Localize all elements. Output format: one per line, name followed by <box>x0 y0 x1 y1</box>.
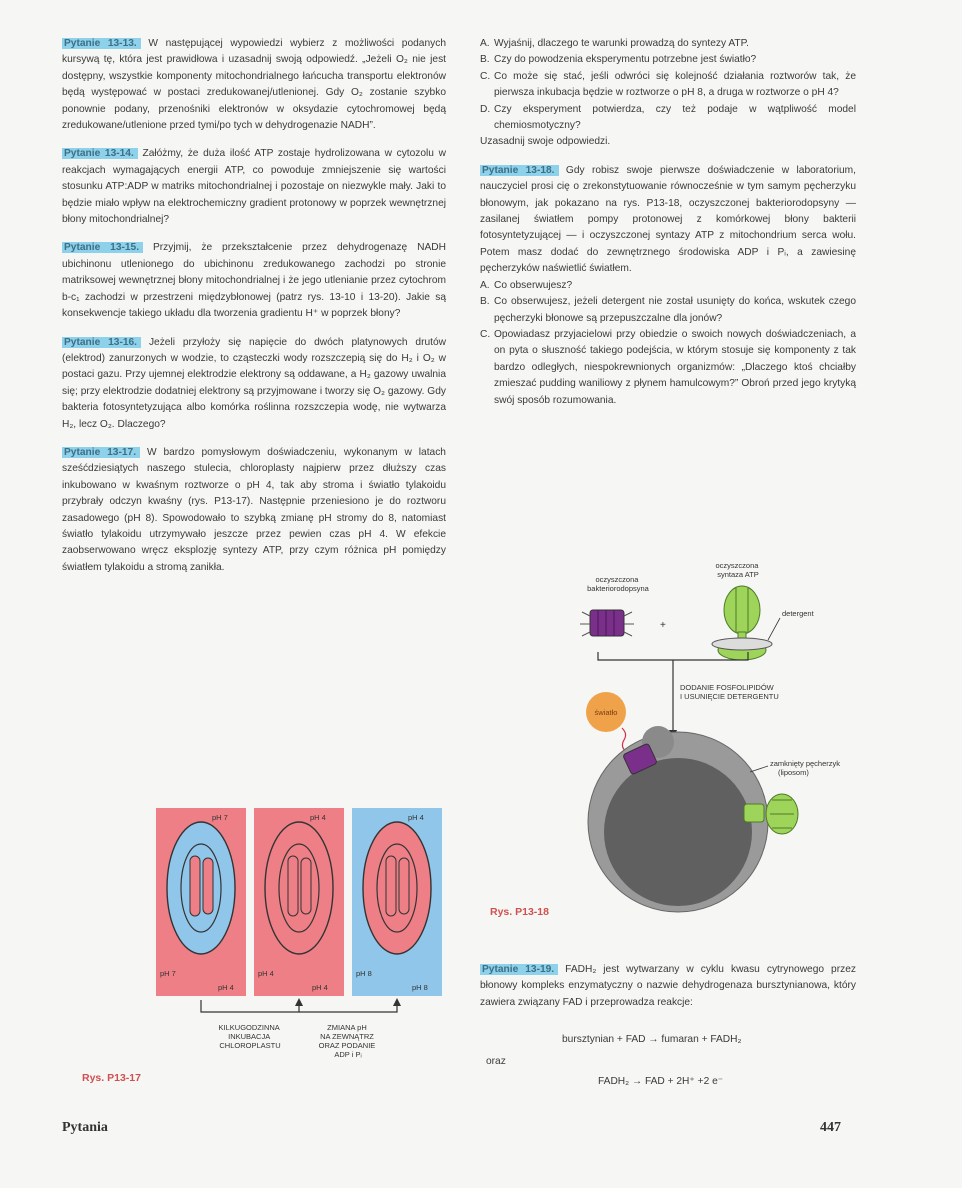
panel-2-top-ph: pH 4 <box>310 813 326 822</box>
question-tag: Pytanie 13-15. <box>62 242 143 253</box>
question-13-13 <box>62 36 446 134</box>
question-13-19 <box>480 962 856 1011</box>
bacteriorhodopsin-label: oczyszczona bakteriorodopsyna <box>587 575 649 593</box>
panel-2-inner-ph: pH 4 <box>312 983 328 992</box>
q17-item-b: B. Czy do powodzenia eksperymentu potrzebne jest światło? <box>480 54 757 66</box>
question-13-17 <box>62 445 446 576</box>
q17-item-c: C. Co może się stać, jeśli odwróci się kolejność działania roztworów tak, że pierwsza inkubacja będzie w roztworze o pH 8, a druga w roztworze o pH 4? <box>480 70 856 99</box>
step-2-arrow <box>299 1002 397 1012</box>
equation-2: FADH₂ → FAD + 2H⁺ +2 e⁻ <box>598 1076 724 1087</box>
justify-instruction: Uzasadnij swoje odpowiedzi. <box>480 136 611 148</box>
step-1-label: KILKUGODZINNA INKUBACJA CHLOROPLASTU <box>218 1023 281 1050</box>
question-text: W bardzo pomysłowym doświadczeniu, wykonanym w latach sześćdziesiątych naszego stulecia, chloroplasty najpierw przez dłuższy czas inkubowano w kwaśnym roztworze o pH 4, tak aby stroma i światło tylakoidu przybrały odczyn kwaśny (rys. P13-17). Następnie przeniesiono je do roztworu zasadowego (pH 8). Spowodowało to szybką zmianę pH stromy do 8, natomiast światło tylakoidu utrzymywało jeszcze przez pewien czas pH 4. W efekcie zaobserwowano wręcz eksplozję syntezy ATP, przy czym różnica pH pomiędzy światłem tylakoidu a stromą zanikła. <box>62 446 446 573</box>
liposome-inner <box>604 758 752 906</box>
question-text: Jeżeli przyłoży się napięcie do dwóch platynowych drutów (elektrod) zanurzonych w wodzie, to cząsteczki wody rozszczepią się do H₂ i O₂ w postaci gazu. Przy ujemnej elektrodzie elektrony są oddawane, a H₂ gazowy uwalnia się; przy elektrodzie dodatniej elektrony są przyjmowane i tworzy się O₂ gazowy. Gdy bakteria fotosyntetyzująca albo komórka roślinna rozszczepia wodę, nie wytwarza H₂, lecz O₂. Dlaczego? <box>62 336 446 430</box>
left-column <box>62 36 446 588</box>
atp-synthase-label: oczyszczona syntaza ATP <box>715 561 759 579</box>
liposome-label: zamknięty pęcherzyk (liposom) <box>770 759 841 777</box>
question-13-16 <box>62 335 446 433</box>
question-13-15 <box>62 240 446 322</box>
plus-sign: + <box>660 620 666 631</box>
panel-2-background <box>254 808 344 996</box>
question-tag: Pytanie 13-17. <box>62 447 140 458</box>
figure-caption-p13-17: Rys. P13-17 <box>82 1072 141 1084</box>
bacteriorhodopsin-icon <box>580 610 634 636</box>
question-tag: Pytanie 13-16. <box>62 337 141 348</box>
question-text: Załóżmy, że duża ilość ATP zostaje hydrolizowana w cytozolu w reakcjach wymagających energii ATP, co powoduje zmniejszenie się wartości stosunku ATP:ADP w matriks mitochondrialnej i pozostaje on niezwykle mały. Jaki to będzie miało wpływ na elektrochemiczny gradient protonowy w poprzek wewnętrznej błony mitochondrialnej? <box>62 148 446 226</box>
q18-item-b: B. Co obserwujesz, jeżeli detergent nie został usunięty do końca, wskutek czego pęcherzyki błonowe są przepuszczalne dla jonów? <box>480 296 856 324</box>
equation-conjunction: oraz <box>486 1056 506 1067</box>
figure-p13-18 <box>560 560 860 920</box>
q18-item-c: C. Opowiadasz przyjacielowi przy obiedzie o swoich nowych doświadczeniach, a on pyta o słuszność takiego podejścia, w którym stosuje się komponenty z tak bardzo odległych, niespokrewnionych organizmów: „Dlaczego ktoś chciałby zmieszać pudding waniliowy z płynem hamulcowym?” Obroń przed jego krytyką swój sposób rozumowania. <box>480 328 856 406</box>
step-2-label: ZMIANA pH NA ZEWNĄTRZ ORAZ PODANIE ADP i Pᵢ <box>318 1023 376 1059</box>
detergent-label: detergent <box>782 609 814 618</box>
question-13-18 <box>480 163 856 278</box>
question-tag: Pytanie 13-13. <box>62 38 141 49</box>
figure-p13-17 <box>150 808 450 1070</box>
question-text: Gdy robisz swoje pierwsze doświadczenie w laboratorium, nauczyciel prosi cię o zrekonstytuowanie równocześnie w tym samym pęcherzyku błonowym, jak pokazano na rys. P13-18, oczyszczonej bakteriorodopsyny — zasilanej światłem pompy protonowej z komórkowej błony bakterii fotosyntetyzującej — i oczyszczonej syntazy ATP z mitochondrium serca wołu. Potem masz dodać do zewnętrznego środowiska ADP i Pᵢ, a zawiesinę pęcherzyków naświetlić światłem. <box>480 164 856 275</box>
question-tag: Pytanie 13-19. <box>480 964 558 975</box>
question-text: W następującej wypowiedzi wybierz z możliwości podanych kursywą tę, która jest prawidłowa i uzasadnij swoją odpowiedź. „Jeżeli O₂ nie jest dostępny, wszystkie komponenty mitochondrialnego łańcucha transportu elektronów będą występować w postaci zredukowanej/utlenionej. Gdy O₂ zostanie szybko ponownie podany, przenośniki elektronów w oksydazie cytochromowej będą zredukowane/utlenione przed tymi/po tych w dehydrogenazie NADH”. <box>62 38 446 132</box>
panel-2-outer-ph: pH 4 <box>258 969 274 978</box>
question-text: Przyjmij, że przekształcenie przez dehydrogenazę NADH ubichinonu utlenionego do ubichinonu zredukowanego zachodzi po stronie matriksowej wewnętrznej błony mitochondrialnej i że jego utlenianie przez cytochrom b-c₁ zachodzi w przestrzeni międzybłonowej (patrz rys. 13-10 i 13-20). Jakie są konsekwencje takiego układu dla tworzenia gradientu H⁺ w poprzek błony? <box>62 242 446 320</box>
section-title: Pytania <box>62 1120 108 1135</box>
page-number: 447 <box>820 1120 841 1135</box>
step-1-arrow <box>201 1000 299 1012</box>
question-tag: Pytanie 13-18. <box>480 165 559 176</box>
equation-1: bursztynian + FAD → fumaran + FADH₂ <box>562 1034 742 1045</box>
process-step-label: DODANIE FOSFOLIPIDÓW I USUNIĘCIE DETERGENTU <box>680 683 779 701</box>
panel-1-outer-ph: pH 7 <box>160 969 176 978</box>
atp-synthase-icon <box>712 586 772 660</box>
page-edge <box>962 0 972 1188</box>
q17-item-d: D. Czy eksperyment potwierdza, czy też podaje w wątpliwość model chemiosmotyczny? <box>480 103 856 132</box>
question-tag: Pytanie 13-14. <box>62 148 138 159</box>
q18-item-a: A. Co obserwujesz? <box>480 279 573 291</box>
figure-caption-p13-18: Rys. P13-18 <box>490 906 549 918</box>
panel-3-inner-ph: pH 8 <box>412 983 428 992</box>
panel-3-top-ph: pH 4 <box>408 813 424 822</box>
question-text: FADH₂ jest wytwarzany w cyklu kwasu cytrynowego przez błonowy kompleks enzymatyczny o nazwie dehydrogenaza bursztynianowa, który zawiera związany FAD i przeprowadza reakcje: <box>480 964 856 1008</box>
panel-1-top-ph: pH 7 <box>212 813 228 822</box>
panel-3-outer-ph: pH 8 <box>356 969 372 978</box>
q17-item-a: A. Wyjaśnij, dlaczego te warunki prowadzą do syntezy ATP. <box>480 38 749 49</box>
light-label: światło <box>594 708 618 717</box>
question-13-14 <box>62 146 446 228</box>
panel-1-inner-ph: pH 4 <box>218 983 234 992</box>
right-column <box>480 36 856 409</box>
